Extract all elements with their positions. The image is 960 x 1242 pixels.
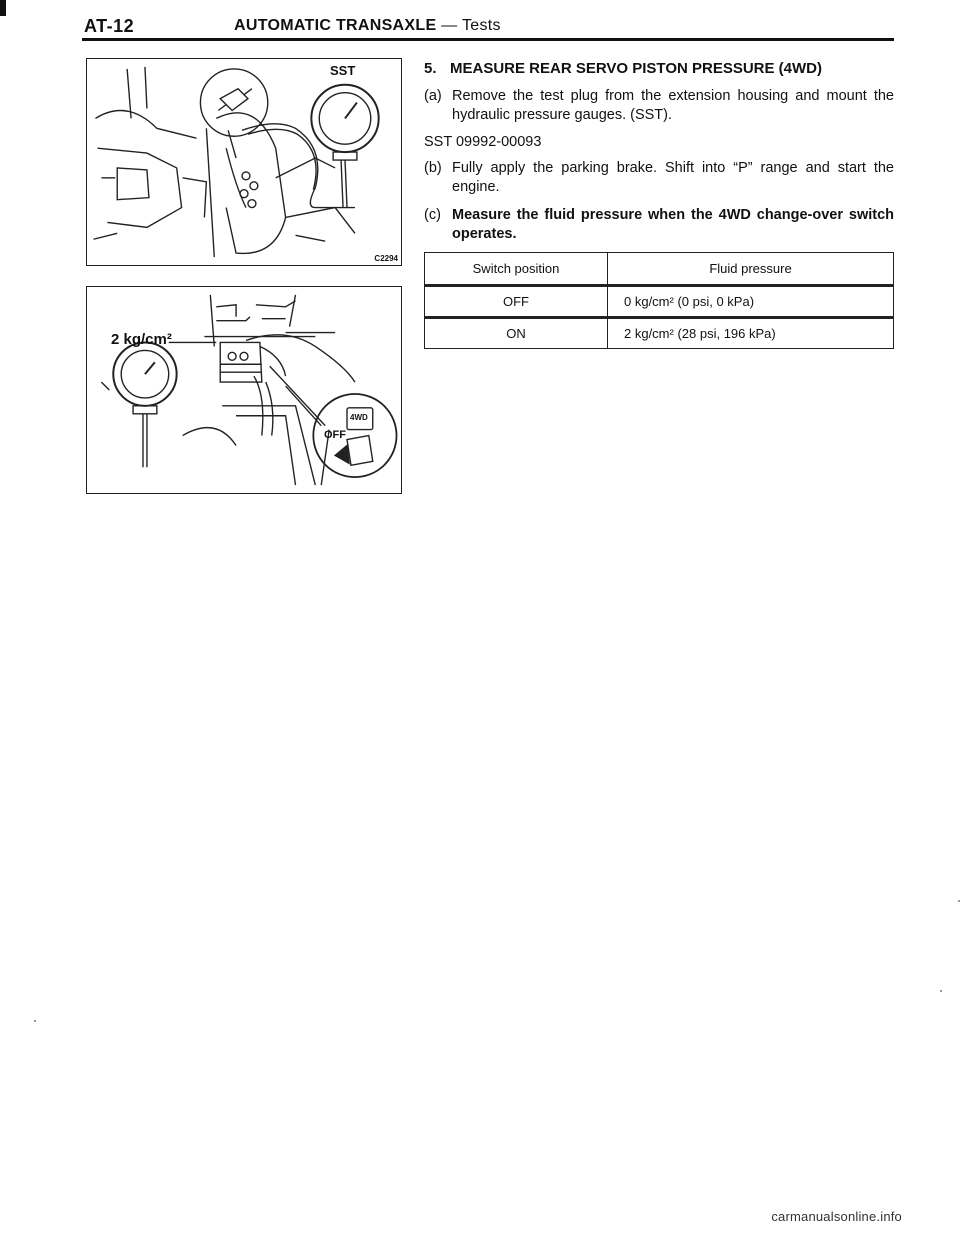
step-c-text: Measure the fluid pressure when the 4WD change-over switch operates.: [452, 207, 894, 242]
running-title-separator: —: [436, 17, 462, 34]
procedure-section: [424, 60, 894, 253]
table-header-row: [425, 253, 894, 286]
gauge-installation-illustration: [87, 59, 401, 265]
step-a: [424, 87, 894, 125]
step-b-label: (b): [424, 160, 442, 176]
step-b-text: Fully apply the parking brake. Shift into “P” range and start the engine.: [452, 160, 894, 195]
step-b: [424, 159, 894, 197]
figure-gauge-installation: [86, 58, 402, 266]
table-cell-pressure: 2 kg/cm² (28 psi, 196 kPa): [608, 318, 894, 349]
running-title-main: AUTOMATIC TRANSAXLE: [234, 17, 437, 34]
running-title: [234, 17, 501, 35]
scan-speck: [34, 1020, 36, 1022]
figure2-4wd-label: 4WD: [350, 413, 368, 422]
page-corner-mark: [0, 0, 6, 16]
header-rule: [82, 38, 894, 41]
page-header: [84, 14, 892, 40]
scan-speck: [940, 990, 942, 992]
table-cell-pressure: 0 kg/cm² (0 psi, 0 kPa): [608, 286, 894, 318]
table-cell-switch: OFF: [425, 286, 608, 318]
figure2-off-label: OFF: [324, 429, 346, 441]
sst-number: SST 09992-00093: [424, 134, 542, 150]
table-cell-switch: ON: [425, 318, 608, 349]
figure2-pressure-callout: 2 kg/cm²: [111, 331, 172, 348]
section-heading: [424, 60, 894, 77]
section-number: 5.: [424, 60, 437, 77]
gauge-reading-illustration: [87, 287, 401, 493]
table-row: [425, 286, 894, 318]
table-row: [425, 318, 894, 349]
table-header-switch-position: Switch position: [425, 253, 608, 286]
figure-gauge-reading: [86, 286, 402, 494]
step-a-text: Remove the test plug from the extension housing and mount the hydraulic pressure gauges. (SST).: [452, 88, 894, 123]
step-c: [424, 206, 894, 244]
section-title: MEASURE REAR SERVO PISTON PRESSURE (4WD): [450, 60, 823, 77]
table-header-fluid-pressure: Fluid pressure: [608, 253, 894, 286]
step-a-label: (a): [424, 88, 442, 104]
page-id: AT-12: [84, 16, 135, 36]
step-c-label: (c): [424, 207, 441, 223]
pressure-spec-table: [424, 252, 894, 349]
watermark: carmanualsonline.info: [771, 1209, 902, 1224]
running-title-sub: Tests: [461, 17, 501, 34]
figure1-sst-label: SST: [330, 63, 356, 78]
figure1-code: C2294: [374, 254, 398, 263]
